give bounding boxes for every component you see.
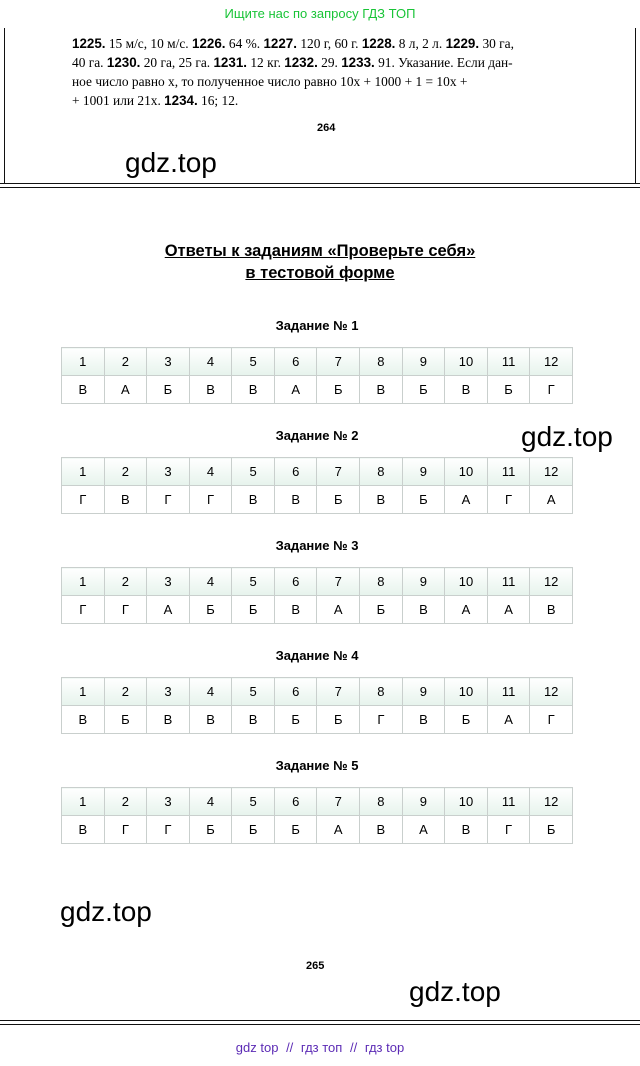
question-number-cell: 7 bbox=[317, 788, 360, 816]
question-number-cell: 10 bbox=[445, 348, 488, 376]
section-title bbox=[0, 240, 640, 284]
answer-letter-cell: Г bbox=[62, 596, 105, 624]
search-banner-link[interactable]: Ищите нас по запросу ГДЗ ТОП bbox=[224, 6, 416, 21]
line1-answer-text: 120 г, 60 г. bbox=[296, 36, 362, 51]
question-number-cell: 6 bbox=[274, 678, 317, 706]
question-number-cell: 12 bbox=[530, 568, 573, 596]
page-number-265: 265 bbox=[306, 960, 325, 972]
answer-letter-row bbox=[62, 596, 573, 624]
answer-letter-cell: В bbox=[360, 376, 403, 404]
question-number-cell: 5 bbox=[232, 788, 275, 816]
question-number-cell: 1 bbox=[62, 568, 105, 596]
answer-letter-cell: Б bbox=[232, 816, 275, 844]
question-number-cell: 2 bbox=[104, 678, 147, 706]
line1-problem-number: 1229. bbox=[445, 36, 480, 51]
line2-problem-number: 1230. bbox=[106, 55, 141, 70]
question-number-cell: 11 bbox=[487, 458, 530, 486]
question-number-cell: 3 bbox=[147, 348, 190, 376]
answer-letter-cell: Б bbox=[402, 376, 445, 404]
question-number-cell: 8 bbox=[360, 788, 403, 816]
answer-letter-cell: Б bbox=[274, 706, 317, 734]
answer-letter-cell: Б bbox=[274, 816, 317, 844]
question-number-row bbox=[62, 458, 573, 486]
bottom-link-gdz-top-ru[interactable]: гдз топ bbox=[300, 1040, 343, 1055]
answer-letter-cell: Г bbox=[189, 486, 232, 514]
line2-answer-text: 12 кг. bbox=[247, 55, 285, 70]
question-number-cell: 5 bbox=[232, 348, 275, 376]
line2-answer-text: 40 га. bbox=[72, 55, 107, 70]
task-4-title: Задание № 4 bbox=[275, 648, 359, 663]
answer-letter-cell: В bbox=[104, 486, 147, 514]
question-number-cell: 12 bbox=[530, 458, 573, 486]
question-number-cell: 3 bbox=[147, 788, 190, 816]
answer-letter-cell: В bbox=[232, 706, 275, 734]
question-number-cell: 4 bbox=[189, 788, 232, 816]
question-number-cell: 2 bbox=[104, 458, 147, 486]
question-number-cell: 6 bbox=[274, 458, 317, 486]
bottom-link-gdz-top-mixed[interactable]: гдз top bbox=[364, 1040, 405, 1055]
answer-letter-cell: Г bbox=[104, 816, 147, 844]
bottom-links bbox=[0, 1040, 640, 1055]
line2-problem-number: 1232. bbox=[284, 55, 318, 70]
section-title-line-2: в тестовой форме bbox=[245, 264, 395, 282]
question-number-cell: 11 bbox=[487, 348, 530, 376]
question-number-cell: 10 bbox=[445, 458, 488, 486]
answer-letter-cell: Г bbox=[530, 706, 573, 734]
bottom-separator-2: // bbox=[349, 1040, 358, 1055]
answer-letter-cell: А bbox=[530, 486, 573, 514]
answer-letter-cell: Б bbox=[360, 596, 403, 624]
answer-letter-row bbox=[62, 816, 573, 844]
question-number-cell: 2 bbox=[104, 568, 147, 596]
question-number-cell: 11 bbox=[487, 788, 530, 816]
line1-problem-number: 1228. bbox=[361, 36, 396, 51]
answer-letter-cell: Г bbox=[104, 596, 147, 624]
question-number-row bbox=[62, 678, 573, 706]
answers-paragraph bbox=[72, 34, 588, 110]
line2-problem-number: 1231. bbox=[213, 55, 247, 70]
question-number-cell: 6 bbox=[274, 348, 317, 376]
answer-letter-cell: Г bbox=[487, 816, 530, 844]
task-2-title: Задание № 2 bbox=[275, 428, 359, 443]
answer-letter-cell: В bbox=[189, 706, 232, 734]
answer-letter-row bbox=[62, 486, 573, 514]
answer-letter-cell: В bbox=[402, 596, 445, 624]
answer-letter-cell: В bbox=[147, 706, 190, 734]
answer-letter-cell: В bbox=[445, 816, 488, 844]
answer-letter-cell: Б bbox=[317, 706, 360, 734]
page-divider-bottom-2 bbox=[0, 1024, 640, 1025]
question-number-cell: 1 bbox=[62, 348, 105, 376]
answer-letter-cell: В bbox=[402, 706, 445, 734]
answers-line-4 bbox=[72, 91, 588, 110]
question-number-row bbox=[62, 348, 573, 376]
answers-line-3: ное число равно x, то полученное число равно 10x + 1000 + 1 = 10x + bbox=[72, 74, 468, 89]
line1-problem-number: 1225. bbox=[72, 36, 106, 51]
answers-line-1 bbox=[72, 34, 588, 53]
question-number-cell: 12 bbox=[530, 788, 573, 816]
question-number-cell: 7 bbox=[317, 458, 360, 486]
answer-letter-cell: Б bbox=[402, 486, 445, 514]
watermark-3: gdz.top bbox=[60, 896, 152, 927]
answer-letter-cell: Б bbox=[487, 376, 530, 404]
section-title-line-1: Ответы к заданиям «Проверьте себя» bbox=[164, 242, 476, 260]
answer-letter-cell: Г bbox=[530, 376, 573, 404]
answer-letter-cell: В bbox=[62, 376, 105, 404]
question-number-cell: 8 bbox=[360, 678, 403, 706]
watermark-1: gdz.top bbox=[125, 147, 217, 178]
line1-answer-text: 15 м/с, 10 м/с. bbox=[105, 36, 193, 51]
question-number-cell: 1 bbox=[62, 458, 105, 486]
question-number-cell: 9 bbox=[402, 348, 445, 376]
answer-letter-cell: Б bbox=[189, 816, 232, 844]
question-number-cell: 2 bbox=[104, 788, 147, 816]
answer-letter-cell: Г bbox=[147, 816, 190, 844]
question-number-cell: 11 bbox=[487, 678, 530, 706]
answer-letter-cell: А bbox=[317, 596, 360, 624]
line1-problem-number: 1227. bbox=[263, 36, 297, 51]
task-4-table bbox=[61, 677, 573, 734]
question-number-cell: 9 bbox=[402, 678, 445, 706]
answers-line-4-number: 1234. bbox=[164, 93, 198, 108]
answer-letter-cell: В bbox=[62, 706, 105, 734]
answer-letter-cell: А bbox=[487, 706, 530, 734]
answer-letter-cell: В bbox=[232, 376, 275, 404]
answer-letter-cell: Г bbox=[62, 486, 105, 514]
page-divider-top-2 bbox=[0, 187, 640, 188]
answer-letter-cell: А bbox=[445, 596, 488, 624]
question-number-cell: 4 bbox=[189, 568, 232, 596]
question-number-cell: 10 bbox=[445, 788, 488, 816]
question-number-cell: 5 bbox=[232, 678, 275, 706]
watermark-4: gdz.top bbox=[409, 976, 501, 1007]
question-number-cell: 8 bbox=[360, 568, 403, 596]
answer-letter-cell: В bbox=[530, 596, 573, 624]
answer-letter-cell: Б bbox=[189, 596, 232, 624]
task-3-title: Задание № 3 bbox=[275, 538, 359, 553]
answer-letter-cell: А bbox=[487, 596, 530, 624]
answer-letter-cell: Б bbox=[147, 376, 190, 404]
answer-letter-cell: Г bbox=[487, 486, 530, 514]
task-1-table bbox=[61, 347, 573, 404]
question-number-cell: 8 bbox=[360, 458, 403, 486]
page-border-right bbox=[635, 28, 636, 183]
page-divider-bottom bbox=[0, 1020, 640, 1021]
question-number-cell: 8 bbox=[360, 348, 403, 376]
line2-answer-text: 29. bbox=[317, 55, 342, 70]
answer-letter-cell: А bbox=[104, 376, 147, 404]
question-number-cell: 3 bbox=[147, 568, 190, 596]
answer-letter-cell: В bbox=[445, 376, 488, 404]
question-number-cell: 6 bbox=[274, 568, 317, 596]
question-number-cell: 7 bbox=[317, 678, 360, 706]
answer-letter-cell: Б bbox=[317, 376, 360, 404]
answer-letter-cell: Б bbox=[232, 596, 275, 624]
answer-letter-cell: Г bbox=[147, 486, 190, 514]
line1-answer-text: 64 %. bbox=[225, 36, 264, 51]
question-number-row bbox=[62, 788, 573, 816]
task-2-table bbox=[61, 457, 573, 514]
question-number-cell: 7 bbox=[317, 348, 360, 376]
answer-letter-row bbox=[62, 376, 573, 404]
question-number-row bbox=[62, 568, 573, 596]
answer-letter-cell: В bbox=[189, 376, 232, 404]
answer-letter-row bbox=[62, 706, 573, 734]
question-number-cell: 2 bbox=[104, 348, 147, 376]
task-1-title: Задание № 1 bbox=[275, 318, 359, 333]
answer-letter-cell: Б bbox=[104, 706, 147, 734]
answers-line-4-prefix: + 1001 или 21x. bbox=[72, 93, 165, 108]
question-number-cell: 9 bbox=[402, 568, 445, 596]
answers-line-2 bbox=[72, 53, 588, 72]
question-number-cell: 9 bbox=[402, 788, 445, 816]
watermark-2: gdz.top bbox=[521, 421, 613, 452]
answer-letter-cell: Г bbox=[360, 706, 403, 734]
question-number-cell: 1 bbox=[62, 678, 105, 706]
question-number-cell: 12 bbox=[530, 348, 573, 376]
question-number-cell: 12 bbox=[530, 678, 573, 706]
line2-answer-text: 20 га, 25 га. bbox=[140, 55, 214, 70]
answer-letter-cell: А bbox=[317, 816, 360, 844]
question-number-cell: 10 bbox=[445, 568, 488, 596]
question-number-cell: 9 bbox=[402, 458, 445, 486]
answer-letter-cell: В bbox=[360, 486, 403, 514]
question-number-cell: 11 bbox=[487, 568, 530, 596]
answer-letter-cell: А bbox=[402, 816, 445, 844]
answer-letter-cell: А bbox=[445, 486, 488, 514]
task-5-table bbox=[61, 787, 573, 844]
line1-answer-text: 30 га, bbox=[479, 36, 514, 51]
question-number-cell: 3 bbox=[147, 678, 190, 706]
question-number-cell: 10 bbox=[445, 678, 488, 706]
answer-letter-cell: А bbox=[274, 376, 317, 404]
line2-answer-text: 91. Указание. Если дан- bbox=[374, 55, 513, 70]
page-border-left bbox=[4, 28, 5, 183]
question-number-cell: 4 bbox=[189, 678, 232, 706]
answer-letter-cell: Б bbox=[530, 816, 573, 844]
question-number-cell: 1 bbox=[62, 788, 105, 816]
answer-letter-cell: В bbox=[274, 596, 317, 624]
page-number-264: 264 bbox=[317, 122, 336, 134]
line1-problem-number: 1226. bbox=[192, 36, 226, 51]
line2-problem-number: 1233. bbox=[341, 55, 375, 70]
question-number-cell: 4 bbox=[189, 348, 232, 376]
answer-letter-cell: А bbox=[147, 596, 190, 624]
question-number-cell: 3 bbox=[147, 458, 190, 486]
bottom-separator-1: // bbox=[286, 1040, 294, 1055]
answer-letter-cell: Б bbox=[317, 486, 360, 514]
question-number-cell: 6 bbox=[274, 788, 317, 816]
answer-letter-cell: В bbox=[360, 816, 403, 844]
question-number-cell: 5 bbox=[232, 458, 275, 486]
answers-line-4-suffix: 16; 12. bbox=[197, 93, 239, 108]
task-3-table bbox=[61, 567, 573, 624]
question-number-cell: 5 bbox=[232, 568, 275, 596]
answer-letter-cell: В bbox=[62, 816, 105, 844]
page-divider-top bbox=[0, 183, 640, 184]
question-number-cell: 4 bbox=[189, 458, 232, 486]
question-number-cell: 7 bbox=[317, 568, 360, 596]
answer-letter-cell: Б bbox=[445, 706, 488, 734]
bottom-link-gdz-top[interactable]: gdz top bbox=[235, 1040, 279, 1055]
answer-letter-cell: В bbox=[274, 486, 317, 514]
answer-letter-cell: В bbox=[232, 486, 275, 514]
task-5-title: Задание № 5 bbox=[275, 758, 359, 773]
line1-answer-text: 8 л, 2 л. bbox=[395, 36, 446, 51]
